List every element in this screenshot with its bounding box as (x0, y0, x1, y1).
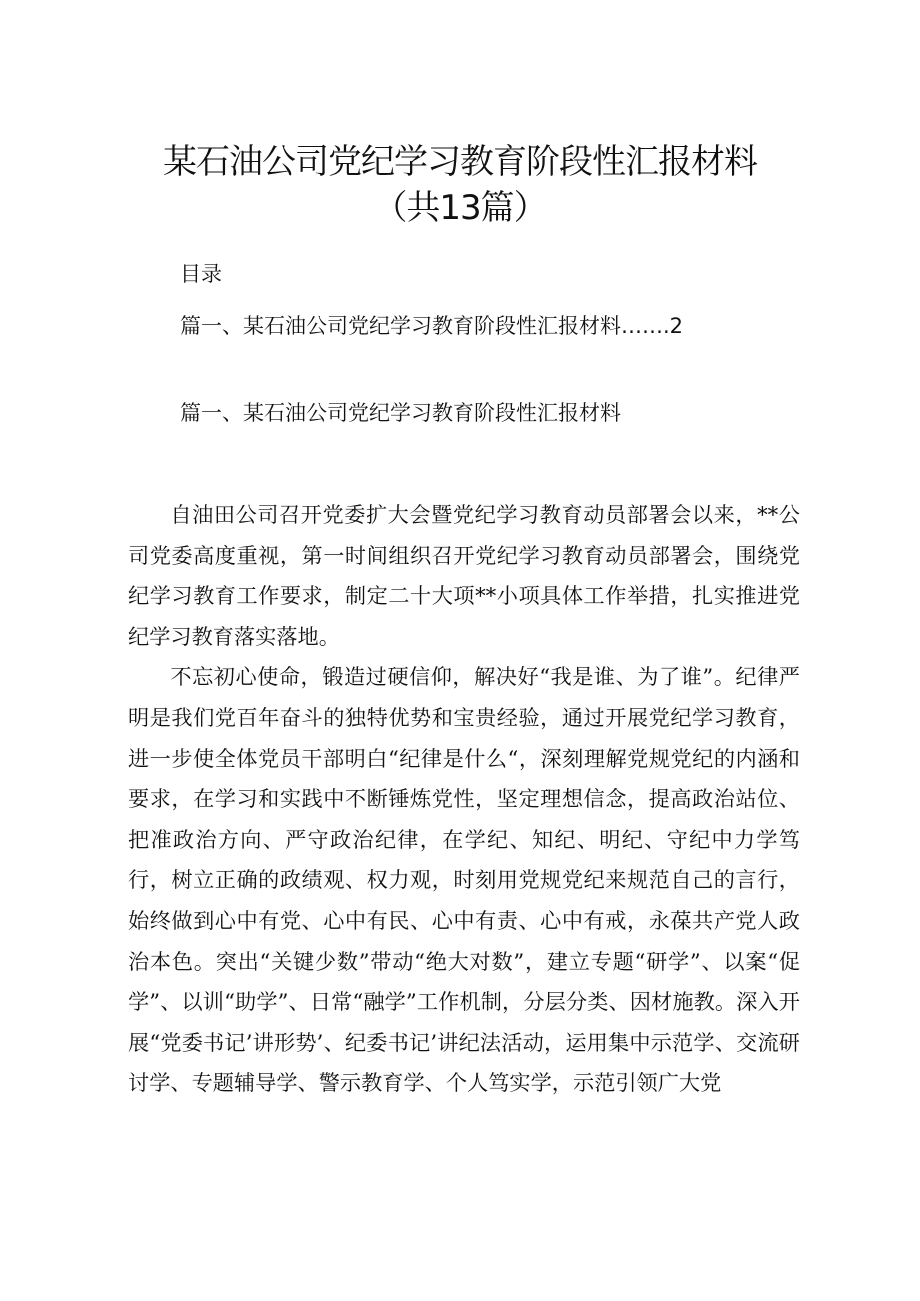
paragraph: 不忘初心使命，锻造过硬信仰，解决好“我是谁、为了谁”。纪律严明是我们党百年奋斗的独特优势和宝贵经验，通过开展党纪学习教育，进一步使全体党员干部明白“纪律是什么“，深刻理解党规党纪的内涵和要求，在学习和实践中不断锤炼党性，坚定理想信念，提高政治站位、把准政治方向、严守政治纪律，在学纪、知纪、明纪、守纪中力学笃行，树立正确的政绩观、权力观，时刻用党规党纪来规范自己的言行，始终做到心中有党、心中有民、心中有责、心中有戒，永葆共产党人政治本色。突出“关键少数”带动“绝大对数”，建立专题“研学”、以案“促学”、以训“助学”、日常“融学”工作机制，分层分类、因材施教。深入开展“党委书记’讲形势’、纪委书记’讲纪法活动，运用集中示范学、交流研讨学、专题辅导学、警示教育学、个人笃实学，示范引领广大党 (128, 664, 800, 1096)
toc-heading: 目录 (180, 262, 222, 286)
section-heading: 篇一、某石油公司党纪学习教育阶段性汇报材料 (180, 401, 621, 425)
paragraph: 自油田公司召开党委扩大会暨党纪学习教育动员部署会以来，**公司党委高度重视，第一时间组织召开党纪学习教育动员部署会，围绕党纪学习教育工作要求，制定二十大项**小项具体工作举措，扎实推进党纪学习教育落实落地。 (128, 502, 800, 649)
body-text (128, 495, 800, 1104)
document-subtitle: （共13篇） (373, 188, 547, 228)
toc-entry[interactable]: 篇一、某石油公司党纪学习教育阶段性汇报材料…….2 (180, 314, 684, 338)
document-title: 某石油公司党纪学习教育阶段性汇报材料 (163, 142, 757, 182)
